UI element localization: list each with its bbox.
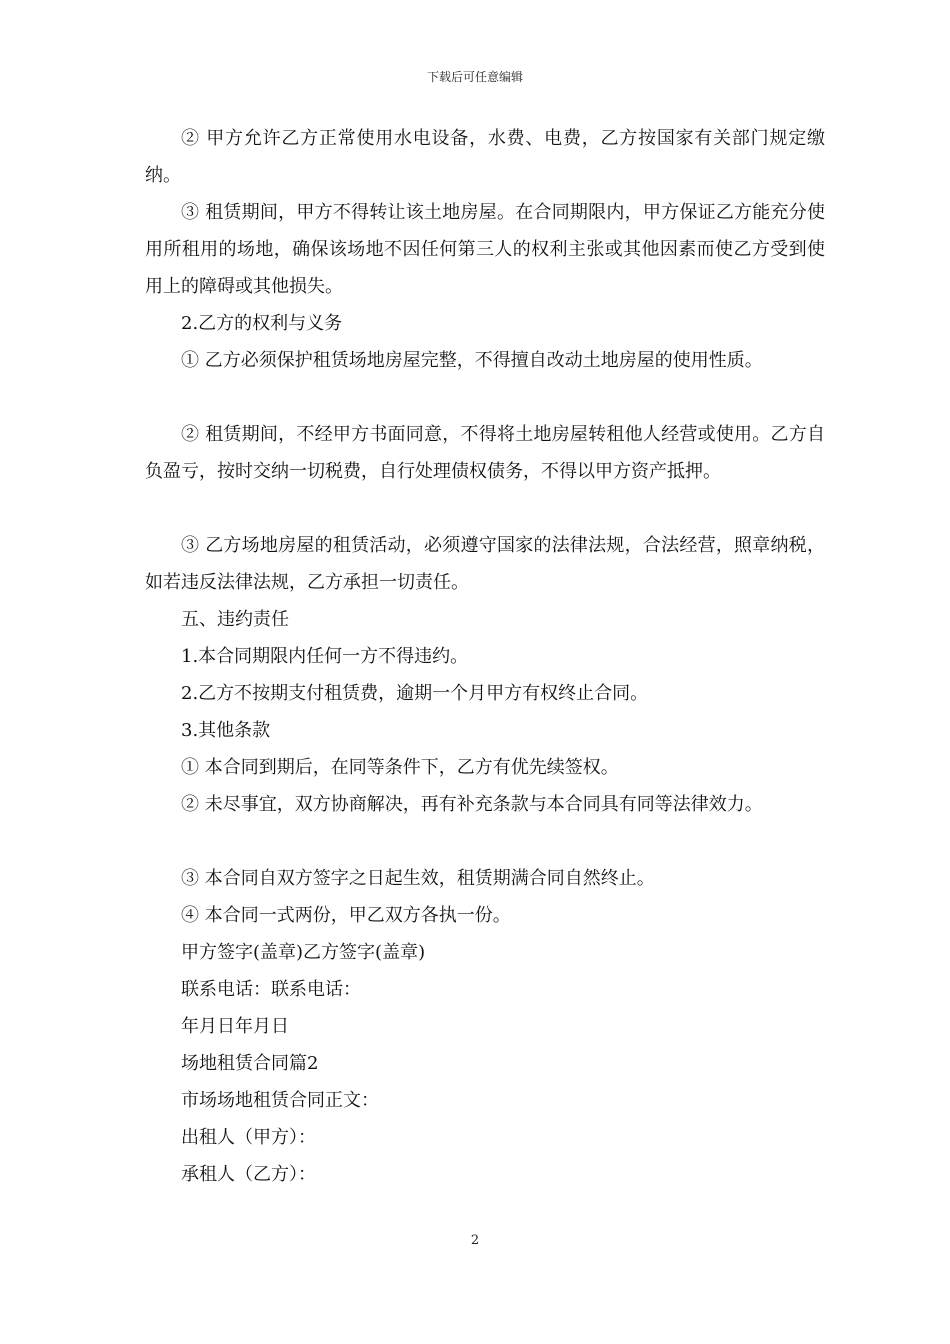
page-number: 2 <box>470 1233 480 1248</box>
paragraph-clause-2-3: ③ 租赁期间，甲方不得转让该土地房屋。在合同期限内，甲方保证乙方能充分使用所租用的场地，确保该场地不因任何第三人的权利主张或其他因素而使乙方受到使用上的障碍或其他损失。 <box>145 202 825 297</box>
paragraph-lessor: 出租人（甲方）： <box>181 1127 316 1148</box>
paragraph-breach-2: 2.乙方不按期支付租赁费，逾期一个月甲方有权终止合同。 <box>181 683 649 704</box>
page-header: 下载后可任意编辑 <box>426 70 523 84</box>
paragraph-other-1: ① 本合同到期后，在同等条件下，乙方有优先续签权。 <box>181 757 619 778</box>
paragraph-contract-body-heading: 市场场地租赁合同正文： <box>181 1090 379 1111</box>
paragraph-tenant-1: ① 乙方必须保护租赁场地房屋完整，不得擅自改动土地房屋的使用性质。 <box>181 350 763 371</box>
paragraph-other-4: ④ 本合同一式两份，甲乙双方各执一份。 <box>181 905 511 926</box>
paragraph-section-breach: 五、违约责任 <box>181 609 289 630</box>
paragraph-clause-2-2: ② 甲方允许乙方正常使用水电设备，水费、电费，乙方按国家有关部门规定缴纳。 <box>145 128 825 186</box>
paragraph-section-tenant-rights: 2.乙方的权利与义务 <box>181 313 343 334</box>
paragraph-contract-title-2: 场地租赁合同篇2 <box>181 1053 319 1074</box>
blank-line <box>145 379 825 416</box>
paragraph-phones: 联系电话：联系电话： <box>181 979 361 1000</box>
blank-line <box>145 490 825 527</box>
paragraph-tenant-3: ③ 乙方场地房屋的租赁活动，必须遵守国家的法律法规，合法经营，照章纳税，如若违反法律法规，乙方承担一切责任。 <box>145 535 825 593</box>
paragraph-dates: 年月日年月日 <box>181 1016 289 1037</box>
paragraph-signatures: 甲方签字(盖章)乙方签字(盖章) <box>181 942 426 963</box>
blank-line <box>145 823 825 860</box>
paragraph-other-2: ② 未尽事宜，双方协商解决，再有补充条款与本合同具有同等法律效力。 <box>181 794 763 815</box>
paragraph-breach-1: 1.本合同期限内任何一方不得违约。 <box>181 646 469 667</box>
paragraph-lessee: 承租人（乙方）： <box>181 1164 316 1185</box>
paragraph-tenant-2: ② 租赁期间，不经甲方书面同意，不得将土地房屋转租他人经营或使用。乙方自负盈亏，按时交纳一切税费，自行处理债权债务，不得以甲方资产抵押。 <box>145 424 825 482</box>
paragraph-section-other: 3.其他条款 <box>181 720 271 741</box>
document-body <box>145 120 825 1193</box>
paragraph-other-3: ③ 本合同自双方签字之日起生效，租赁期满合同自然终止。 <box>181 868 655 889</box>
